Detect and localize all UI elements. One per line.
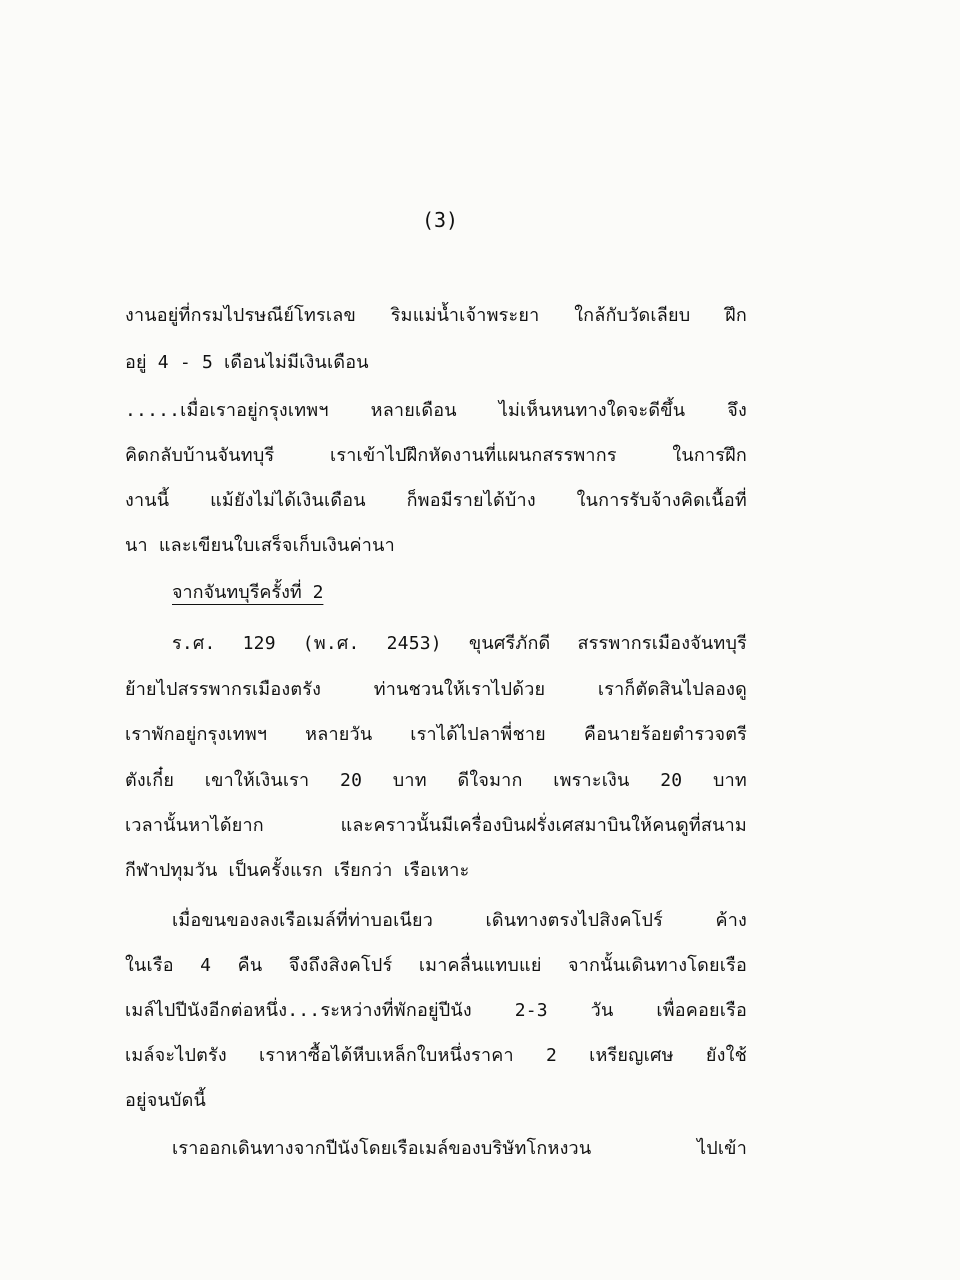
paragraph-2-line-4: นา และเขียนใบเสร็จเก็บเงินค่านา <box>125 535 395 556</box>
paragraph-4-line-5: อยู่จนบัดนี้ <box>125 1090 207 1111</box>
paragraph-1-line-1: งานอยู่ที่กรมไปรษณีย์โทรเลข ริมแม่น้ำเจ้าพระยา ใกล้กับวัดเลียบ ฝึก <box>125 305 747 326</box>
page-number: (3) <box>421 208 459 232</box>
paragraph-4-line-1: เมื่อขนของลงเรือเมล์ที่ท่าบอเนียว เดินทางตรงไปสิงคโปร์ ค้าง <box>172 910 747 931</box>
paragraph-4-line-2: ในเรือ 4 คืน จึงถึงสิงคโปร์ เมาคลื่นแทบแย่ จากนั้นเดินทางโดยเรือ <box>125 955 747 976</box>
paragraph-1-line-2: อยู่ 4 - 5 เดือนไม่มีเงินเดือน <box>125 352 369 373</box>
paragraph-3-line-4: ตังเกี๋ย เขาให้เงินเรา 20 บาท ดีใจมาก เพราะเงิน 20 บาท <box>125 770 747 791</box>
paragraph-2-line-1: .....เมื่อเราอยู่กรุงเทพฯ หลายเดือน ไม่เห็นหนทางใดจะดีขึ้น จึง <box>125 400 747 421</box>
paragraph-2-line-3: งานนี้ แม้ยังไม่ได้เงินเดือน ก็พอมีรายได้บ้าง ในการรับจ้างคิดเนื้อที่ <box>125 490 747 511</box>
paragraph-3-line-2: ย้ายไปสรรพากรเมืองตรัง ท่านชวนให้เราไปด้วย เราก็ตัดสินไปลองดู <box>125 679 747 700</box>
paragraph-4-line-3: เมล์ไปปีนังอีกต่อหนึ่ง...ระหว่างที่พักอยู่ปีนัง 2-3 วัน เพื่อคอยเรือ <box>125 1000 747 1021</box>
section-heading: จากจันทบุรีครั้งที่ 2 <box>172 582 324 603</box>
paragraph-3-line-6: กีฬาปทุมวัน เป็นครั้งแรก เรียกว่า เรือเหาะ <box>125 860 470 881</box>
paragraph-3-line-5: เวลานั้นหาได้ยาก และคราวนั้นมีเครื่องบินฝรั่งเศสมาบินให้คนดูที่สนาม <box>125 815 747 836</box>
paragraph-5-line-1: เราออกเดินทางจากปีนังโดยเรือเมล์ของบริษัทโกหงวน ไปเข้า <box>172 1138 747 1159</box>
paragraph-3-line-1: ร.ศ. 129 (พ.ศ. 2453) ขุนศรีภักดี สรรพากรเมืองจันทบุรี <box>172 633 747 654</box>
paragraph-3-line-3: เราพักอยู่กรุงเทพฯ หลายวัน เราได้ไปลาพี่ชาย คือนายร้อยตำรวจตรี <box>125 724 747 745</box>
paragraph-4-line-4: เมล์จะไปตรัง เราหาซื้อได้หีบเหล็กใบหนึ่งราคา 2 เหรียญเศษ ยังใช้ <box>125 1045 747 1066</box>
paragraph-2-line-2: คิดกลับบ้านจันทบุรี เราเข้าไปฝึกหัดงานที่แผนกสรรพากร ในการฝึก <box>125 445 747 466</box>
